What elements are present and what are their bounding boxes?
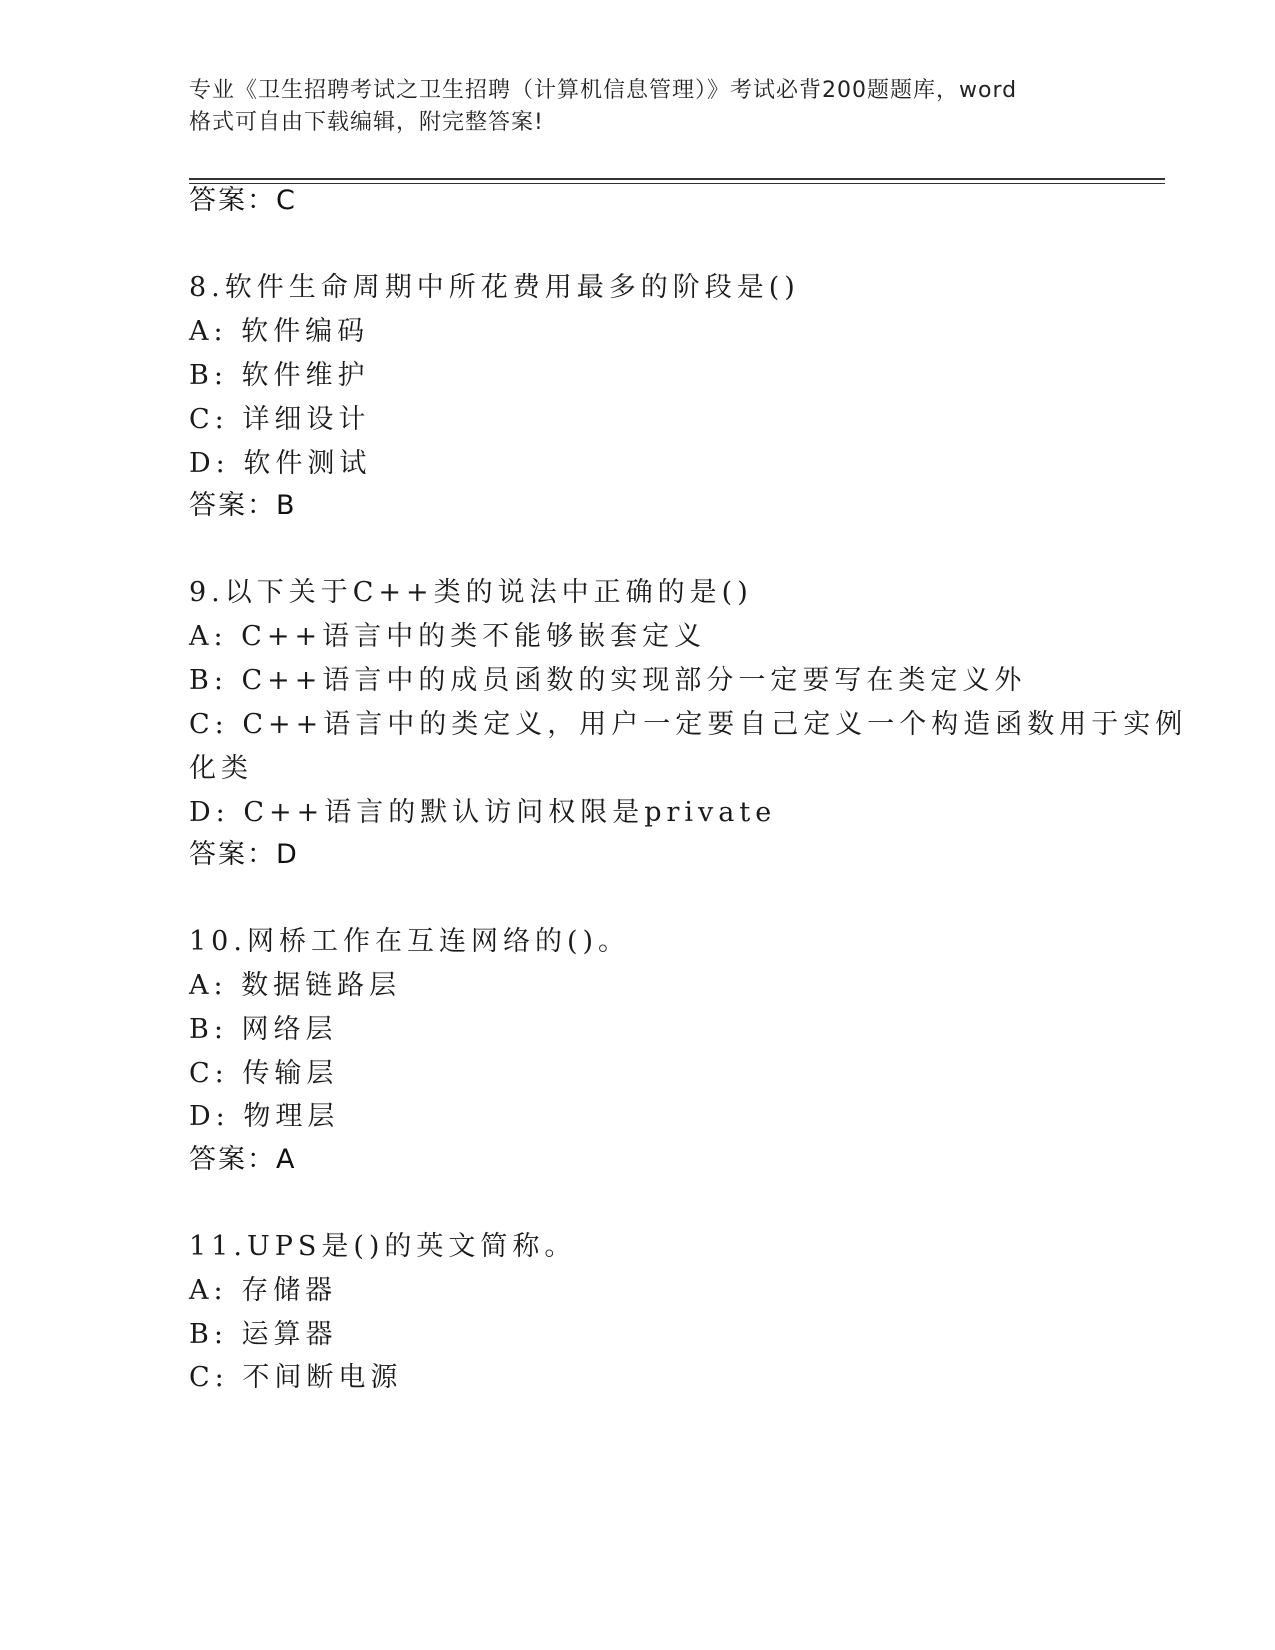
q8-option-b: B: 软件维护 bbox=[189, 360, 370, 391]
q8-option-d: D: 软件测试 bbox=[189, 448, 372, 479]
q8-option-c: C: 详细设计 bbox=[189, 404, 371, 435]
header-divider-thick bbox=[189, 178, 1165, 180]
header-divider-thin bbox=[189, 183, 1165, 184]
header-title-line-2: 格式可自由下载编辑，附完整答案! bbox=[189, 110, 544, 135]
q10-option-a: A: 数据链路层 bbox=[189, 970, 402, 1001]
answer-q9: 答案：D bbox=[189, 839, 299, 870]
answer-q7: 答案：C bbox=[189, 185, 297, 216]
q11-option-c: C: 不间断电源 bbox=[189, 1362, 403, 1393]
q9-option-b: B: C++语言中的成员函数的实现部分一定要写在类定义外 bbox=[189, 665, 1027, 696]
question-10: 10.网桥工作在互连网络的()。 bbox=[189, 926, 631, 957]
header-title-line-1: 专业《卫生招聘考试之卫生招聘（计算机信息管理）》考试必背200题题库，word bbox=[189, 78, 1018, 103]
q9-option-a: A: C++语言中的类不能够嵌套定义 bbox=[189, 621, 707, 652]
answer-q10: 答案：A bbox=[189, 1144, 297, 1175]
q11-option-a: A: 存储器 bbox=[189, 1275, 338, 1306]
q9-option-d: D: C++语言的默认访问权限是private bbox=[189, 797, 777, 828]
document-header bbox=[189, 75, 1089, 139]
question-8: 8.软件生命周期中所花费用最多的阶段是() bbox=[189, 272, 800, 303]
q10-option-d: D: 物理层 bbox=[189, 1101, 340, 1132]
q9-option-c-line-1: C: C++语言中的类定义，用户一定要自己定义一个构造函数用于实例 bbox=[189, 709, 1188, 740]
question-9: 9.以下关于C++类的说法中正确的是() bbox=[189, 577, 753, 608]
q10-option-b: B: 网络层 bbox=[189, 1014, 338, 1045]
question-11: 11.UPS是()的英文简称。 bbox=[189, 1231, 577, 1262]
q9-option-c-line-2: 化类 bbox=[189, 753, 253, 784]
q8-option-a: A: 软件编码 bbox=[189, 316, 370, 347]
q10-option-c: C: 传输层 bbox=[189, 1058, 339, 1089]
q11-option-b: B: 运算器 bbox=[189, 1319, 338, 1350]
answer-q8: 答案：B bbox=[189, 490, 297, 521]
